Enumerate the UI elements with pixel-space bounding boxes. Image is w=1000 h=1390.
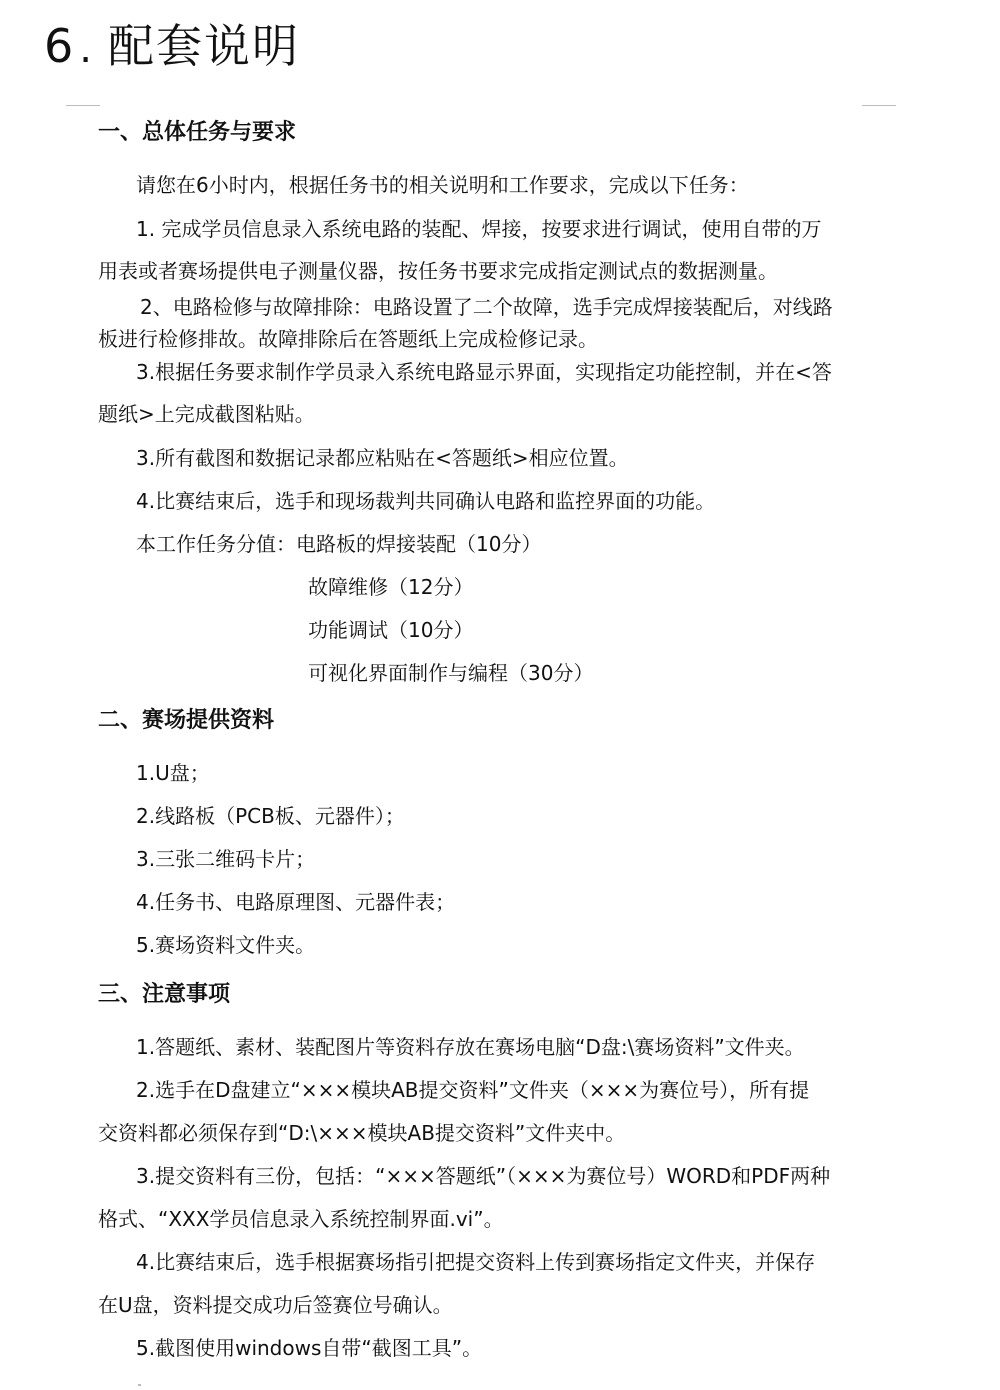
- section-number: 6: [44, 19, 76, 73]
- list-item: 4.任务书、电路原理图、元器件表；: [136, 890, 456, 914]
- section1-item1-line1: 1. 完成学员信息录入系统电路的装配、焊接，按要求进行调试，使用自带的万: [136, 217, 822, 241]
- section3-item2-line2: 交资料都必须保存到“D:\×××模块AB提交资料”文件夹中。: [98, 1121, 626, 1145]
- section1-item2-line1: 2、电路检修与故障排除：电路设置了二个故障，选手完成焊接装配后，对线路: [140, 295, 833, 319]
- section3-item4-line2: 在U盘，资料提交成功后签赛位号确认。: [98, 1293, 453, 1317]
- section1-score-ui-programming: 可视化界面制作与编程（30分）: [308, 661, 594, 685]
- section3-item3-line2: 格式、“XXX学员信息录入系统控制界面.vi”。: [98, 1207, 504, 1231]
- page-bottom-mark: [138, 1384, 141, 1386]
- section1-intro: 请您在6小时内，根据任务书的相关说明和工作要求，完成以下任务：: [136, 173, 749, 197]
- list-item: 5.赛场资料文件夹。: [136, 933, 316, 957]
- section1-score-debugging: 功能调试（10分）: [308, 618, 474, 642]
- section1-item4: 3.所有截图和数据记录都应粘贴在<答题纸>相应位置。: [136, 446, 629, 470]
- section-number-separator: .: [79, 26, 94, 72]
- page-corner-mark-right: [862, 105, 896, 106]
- section1-item2-line2: 板进行检修排故。故障排除后在答题纸上完成检修记录。: [98, 327, 598, 351]
- section3-item4-line1: 4.比赛结束后，选手根据赛场指引把提交资料上传到赛场指定文件夹，并保存: [136, 1250, 816, 1274]
- section1-item3-line2: 题纸>上完成截图粘贴。: [98, 402, 315, 426]
- list-item: 2.线路板（PCB板、元器件）；: [136, 804, 405, 828]
- section3-item5: 5.截图使用windows自带“截图工具”。: [136, 1336, 483, 1360]
- section1-heading: 一、总体任务与要求: [98, 120, 297, 145]
- section3-item1: 1.答题纸、素材、装配图片等资料存放在赛场电脑“D盘:\赛场资料”文件夹。: [136, 1035, 805, 1059]
- section1-item1-line2: 用表或者赛场提供电子测量仪器，按任务书要求完成指定测试点的数据测量。: [98, 259, 778, 283]
- page-corner-mark-left: [66, 105, 100, 106]
- section1-item3-line1: 3.根据任务要求制作学员录入系统电路显示界面，实现指定功能控制，并在<答: [136, 360, 832, 384]
- section3-item2-line1: 2.选手在D盘建立“×××模块AB提交资料”文件夹（×××为赛位号），所有提: [136, 1078, 810, 1102]
- list-item: 3.三张二维码卡片；: [136, 847, 316, 871]
- section1-scores-label: 本工作任务分值：电路板的焊接装配（10分）: [136, 532, 542, 556]
- section-title-text: 配套说明: [108, 19, 300, 73]
- section3-item3-line1: 3.提交资料有三份，包括：“×××答题纸”（×××为赛位号）WORD和PDF两种: [136, 1164, 831, 1188]
- section1-score-fault-repair: 故障维修（12分）: [308, 575, 474, 599]
- section3-heading: 三、注意事项: [98, 982, 231, 1007]
- section2-heading: 二、赛场提供资料: [98, 708, 275, 733]
- list-item: 1.U盘；: [136, 761, 210, 785]
- page-title: [44, 14, 300, 81]
- section1-item5: 4.比赛结束后，选手和现场裁判共同确认电路和监控界面的功能。: [136, 489, 716, 513]
